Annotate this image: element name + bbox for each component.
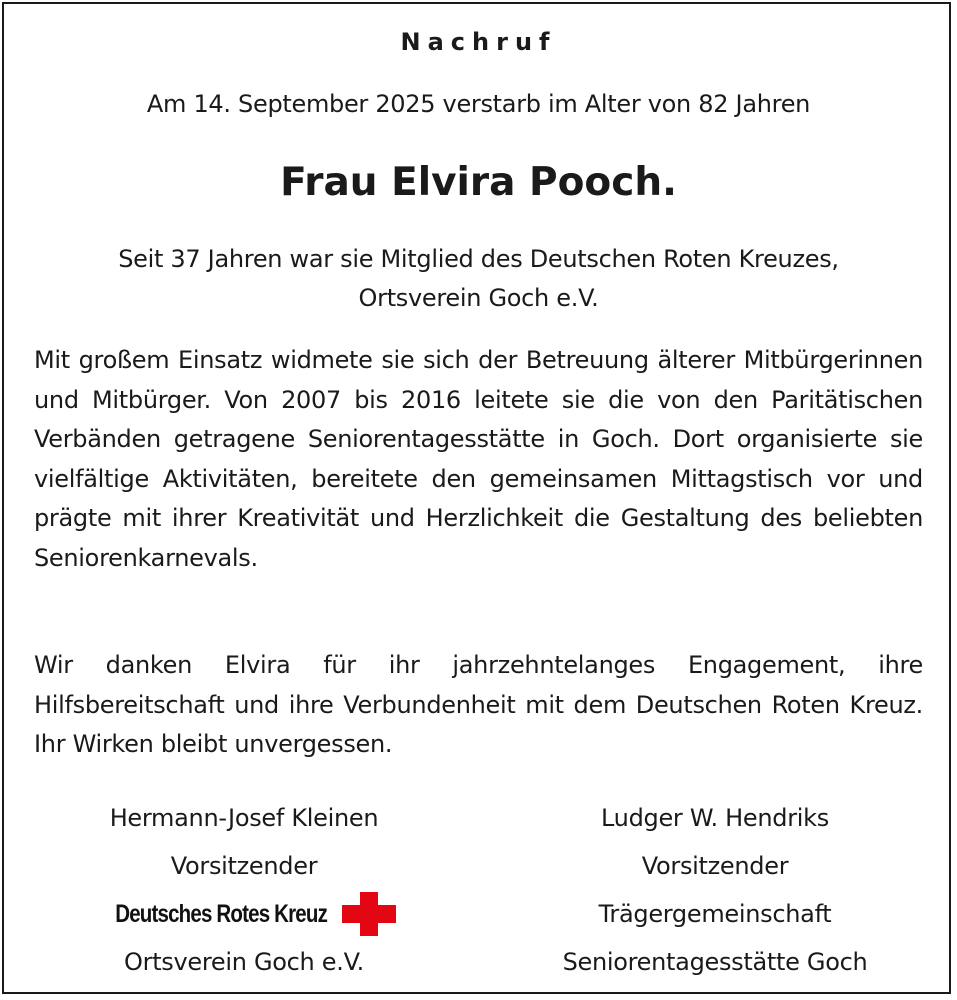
membership-line-2: Ortsverein Goch e.V.	[358, 284, 599, 312]
drk-logo-text: Deutsches Rotes Kreuz	[115, 900, 327, 928]
signature-right	[490, 794, 940, 986]
membership-statement	[20, 240, 937, 318]
signatory-name-left: Hermann-Josef Kleinen	[109, 804, 379, 832]
signature-left	[34, 794, 454, 986]
membership-line-1: Seit 37 Jahren war sie Mitglied des Deutschen Roten Kreuzes,	[118, 245, 839, 273]
signatory-name-right: Ludger W. Hendriks	[601, 804, 829, 832]
deceased-name: Frau Elvira Pooch.	[280, 160, 677, 205]
signatory-organization-right: Trägergemeinschaft	[598, 900, 832, 928]
signatory-role-left: Vorsitzender	[170, 852, 318, 880]
drk-logo	[34, 890, 454, 938]
signatory-role-right: Vorsitzender	[641, 852, 789, 880]
signatory-branch-right: Seniorentagesstätte Goch	[562, 948, 868, 976]
red-cross-icon	[342, 892, 396, 936]
death-announcement: Am 14. September 2025 verstarb im Alter von 82 Jahren	[146, 90, 811, 118]
gratitude-paragraph: Wir danken Elvira für ihr jahrzehntelanges Engagement, ihre Hilfsbereitschaft und ihre Verbundenheit mit dem Deutschen Roten Kreuz. Ihr Wirken bleibt unvergessen.	[34, 651, 923, 758]
biography-paragraph: Mit großem Einsatz widmete sie sich der Betreuung älterer Mitbürgerinnen und Mitbürger. Von 2007 bis 2016 leitete sie die von den Paritätischen Verbänden getragene Seniorentagesstätte in Goch. Dort organisierte sie vielfältige Aktivitäten, bereitete den gemeinsamen Mittagstisch vor und prägte mit ihrer Kreativität und Herzlichkeit die Gestaltung des beliebten Seniorenkarnevals.	[34, 346, 923, 572]
signatory-branch-left: Ortsverein Goch e.V.	[124, 948, 364, 976]
notice-heading: Nachruf	[400, 28, 557, 56]
